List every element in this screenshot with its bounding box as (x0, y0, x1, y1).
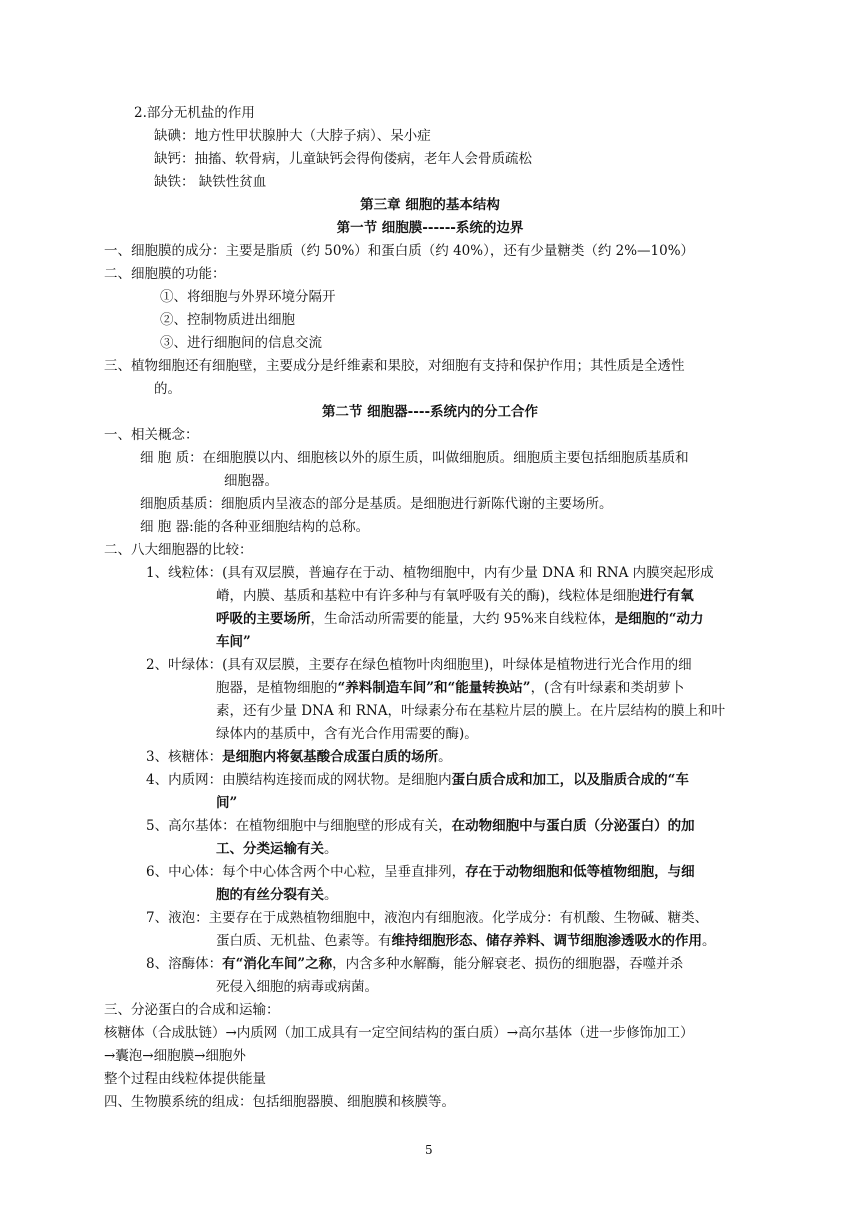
section2-title: 第二节 细胞器----系统内的分工合作 (321, 404, 539, 420)
vacuole-line2: 蛋白质、无机盐、色素等。有维持细胞形态、储存养料、调节细胞渗透吸水的作用。 (216, 933, 716, 949)
membrane-function-heading: 二、细胞膜的功能： (104, 266, 226, 282)
section1-title: 第一节 细胞膜------系统的边界 (336, 220, 524, 236)
membrane-function-2: ②、控制物质进出细胞 (160, 312, 295, 328)
membrane-function-1: ①、将细胞与外界环境分隔开 (160, 289, 336, 305)
secretion-path-line1: 核糖体（合成肽链）→内质网（加工成具有一定空间结构的蛋白质）→高尔基体（进一步修饰加工） (104, 1025, 694, 1041)
iron-deficiency: 缺铁： 缺铁性贫血 (154, 174, 267, 190)
calcium-deficiency: 缺钙：抽搐、软骨病，儿童缺钙会得佝偻病，老年人会骨质疏松 (154, 151, 532, 167)
cytoplasm-def-line2: 细胞器。 (224, 473, 278, 489)
iodine-deficiency: 缺碘：地方性甲状腺肿大（大脖子病）、呆小症 (154, 128, 431, 144)
secretion-path-line2: →囊泡→细胞膜→细胞外 (104, 1048, 246, 1064)
golgi-line1: 5、高尔基体：在植物细胞中与细胞壁的形成有关，在动物细胞中与蛋白质（分泌蛋白）的加 (146, 818, 695, 834)
cytosol-def: 细胞质基质：细胞质内呈液态的部分是基质。是细胞进行新陈代谢的主要场所。 (140, 496, 613, 512)
centrosome-line2: 胞的有丝分裂有关。 (216, 887, 338, 903)
inorganic-salt-heading: 2.部分无机盐的作用 (134, 105, 255, 121)
concepts-heading: 一、相关概念： (104, 427, 199, 443)
lysosome-line1: 8、溶酶体：有“消化车间”之称，内含多种水解酶，能分解衰老、损伤的细胞器，吞噬并杀 (146, 956, 684, 972)
page-number: 5 (425, 1143, 433, 1157)
chloroplast-line4: 绿体内的基质中，含有光合作用需要的酶)。 (216, 726, 478, 742)
energy-note: 整个过程由线粒体提供能量 (104, 1071, 266, 1087)
organelles-heading: 二、八大细胞器的比较： (104, 542, 253, 558)
cell-wall-line2: 的。 (154, 381, 181, 397)
centrosome-line1: 6、中心体：每个中心体含两个中心粒，呈垂直排列，存在于动物细胞和低等植物细胞，与细 (146, 864, 695, 880)
cell-wall-line1: 三、植物细胞还有细胞壁，主要成分是纤维素和果胶，对细胞有支持和保护作用；其性质是全透性 (104, 358, 685, 374)
chapter-title: 第三章 细胞的基本结构 (360, 197, 500, 213)
vacuole-line1: 7、液泡：主要存在于成熟植物细胞中，液泡内有细胞液。化学成分：有机酸、生物碱、糖类、 (146, 910, 709, 926)
organelle-def: 细 胞 器:能的各种亚细胞结构的总称。 (140, 519, 370, 535)
lysosome-line2: 死侵入细胞的病毒或病菌。 (216, 979, 378, 995)
mitochondria-line4: 车间” (216, 634, 251, 650)
mitochondria-line1: 1、线粒体：(具有双层膜，普遍存在于动、植物细胞中，内有少量 DNA 和 RNA 内膜突起形成 (146, 565, 714, 581)
cytoplasm-def-line1: 细 胞 质：在细胞膜以内、细胞核以外的原生质，叫做细胞质。细胞质主要包括细胞质基质和 (140, 450, 689, 466)
ribosome-line: 3、核糖体：是细胞内将氨基酸合成蛋白质的场所。 (146, 749, 452, 765)
secretion-heading: 三、分泌蛋白的合成和运输： (104, 1002, 280, 1018)
chloroplast-line3: 素，还有少量 DNA 和 RNA，叶绿素分布在基粒片层的膜上。在片层结构的膜上和叶 (216, 703, 725, 719)
chloroplast-line2: 胞器，是植物细胞的“养料制造车间”和“能量转换站”，(含有叶绿素和类胡萝卜 (216, 680, 685, 696)
mitochondria-line2: 嵴，内膜、基质和基粒中有许多种与有氧呼吸有关的酶)，线粒体是细胞进行有氧 (216, 588, 694, 604)
membrane-function-3: ③、进行细胞间的信息交流 (160, 335, 322, 351)
er-line2: 间” (216, 795, 238, 811)
membrane-composition: 一、细胞膜的成分：主要是脂质（约 50%）和蛋白质（约 40%），还有少量糖类（约 2%—10%） (104, 243, 695, 259)
chloroplast-line1: 2、叶绿体：(具有双层膜，主要存在绿色植物叶肉细胞里)，叶绿体是植物进行光合作用的细 (146, 657, 692, 673)
golgi-line2: 工、分类运输有关。 (216, 841, 338, 857)
biomembrane-system: 四、生物膜系统的组成：包括细胞器膜、细胞膜和核膜等。 (104, 1094, 455, 1110)
er-line1: 4、内质网：由膜结构连接而成的网状物。是细胞内蛋白质合成和加工，以及脂质合成的“车 (146, 772, 689, 788)
mitochondria-line3: 呼吸的主要场所，生命活动所需要的能量，大约 95%来自线粒体，是细胞的“动力 (216, 611, 704, 627)
